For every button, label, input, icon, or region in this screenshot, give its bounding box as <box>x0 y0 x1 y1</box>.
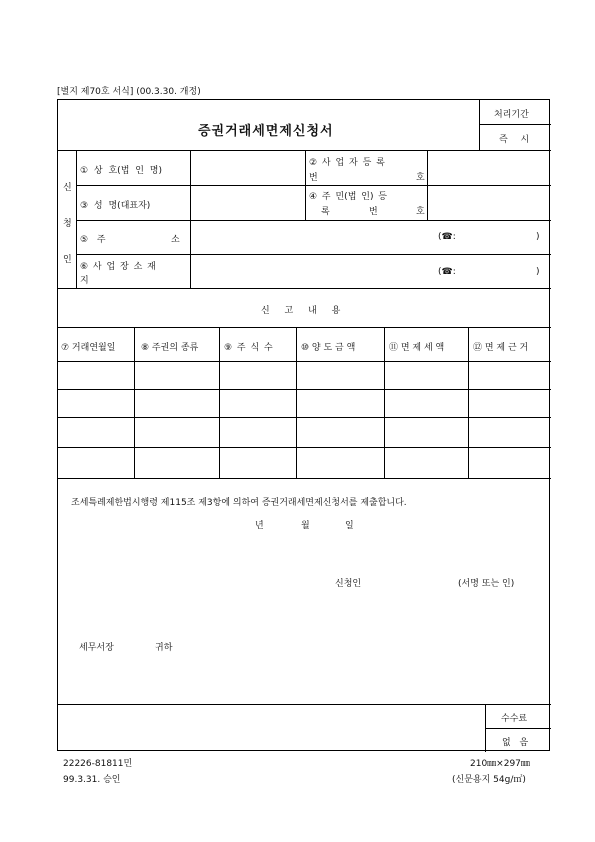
divider <box>219 327 220 478</box>
representative-name-label: ③ 성 명(대표자) <box>80 201 151 211</box>
divider <box>58 389 551 390</box>
phone-open-2: (☎: <box>438 267 456 277</box>
divider <box>134 327 135 478</box>
resident-registration-label-2a: 록 <box>321 207 330 217</box>
form-title: 증권거래세면제신청서 <box>198 124 334 139</box>
divider <box>58 327 551 328</box>
phone-close-1: ) <box>536 232 540 242</box>
divider <box>479 100 480 150</box>
paper-type: (신문용지 54g/㎡) <box>452 775 526 785</box>
divider <box>76 185 551 186</box>
divider <box>190 150 191 288</box>
column-header-share-count: ⑨ 주 식 수 <box>224 343 273 353</box>
processing-period-label: 처리기간 <box>494 110 529 120</box>
date-day: 일 <box>345 521 354 531</box>
fee-label: 수수료 <box>501 714 528 724</box>
divider <box>384 327 385 478</box>
divider <box>58 478 551 479</box>
phone-close-2: ) <box>536 267 540 277</box>
divider <box>305 150 306 220</box>
business-location-label: ⑥ 사 업 장 소 재 <box>80 262 156 272</box>
business-location-label-2: 지 <box>80 276 89 286</box>
business-registration-label-2b: 호 <box>416 173 425 183</box>
trade-name-label: ① 상 호(법 인 명) <box>80 166 163 176</box>
divider <box>58 361 551 362</box>
date-year: 년 <box>255 521 264 531</box>
column-header-exempt-tax: ⑪ 면 제 세 액 <box>389 343 445 353</box>
column-header-transfer-amount: ⑩ 양 도 금 액 <box>301 343 356 353</box>
divider <box>296 327 297 478</box>
column-header-stock-type: ⑧ 주권의 종류 <box>141 343 199 353</box>
business-registration-label: ② 사 업 자 등 록 <box>309 158 385 168</box>
phone-open-1: (☎: <box>438 232 456 242</box>
column-header-date: ⑦ 거래연월일 <box>61 343 116 353</box>
fee-value: 없 음 <box>502 738 529 748</box>
resident-registration-label-2b: 번 <box>369 207 378 217</box>
resident-registration-label: ④ 주 민(법 인) 등 <box>309 192 388 202</box>
applicant-label-2: 청 <box>63 219 72 229</box>
address-label-end: 소 <box>171 235 180 245</box>
report-section-title: 신 고 내 용 <box>261 306 341 316</box>
declaration-statement: 조세특례제한법시행령 제115조 제3항에 의하여 증권거래세면제신청서를 제출합니다. <box>71 498 407 508</box>
tax-office-label: 세무서장 <box>79 643 114 653</box>
divider <box>427 150 428 220</box>
applicant-signature-label: 신청인 <box>335 579 362 589</box>
paper-size: 210㎜×297㎜ <box>470 759 530 769</box>
honorific: 귀하 <box>155 643 173 653</box>
form-number: [별지 제70호 서식] (00.3.30. 개정) <box>57 87 201 97</box>
applicant-label-1: 신 <box>63 183 72 193</box>
divider <box>58 288 551 289</box>
divider <box>468 327 469 478</box>
column-header-exemption-basis: ⑫ 면 제 근 거 <box>473 343 529 353</box>
divider <box>58 417 551 418</box>
resident-registration-label-2c: 호 <box>416 207 425 217</box>
date-month: 월 <box>301 521 310 531</box>
divider <box>485 728 551 729</box>
form-code: 22226-81811민 <box>63 759 133 769</box>
divider <box>76 254 551 255</box>
divider <box>479 124 551 125</box>
signature-note: (서명 또는 인) <box>458 579 515 589</box>
divider <box>76 220 551 221</box>
divider <box>76 150 77 288</box>
applicant-label-3: 인 <box>63 255 72 265</box>
divider <box>58 704 551 705</box>
approval-date: 99.3.31. 승인 <box>63 775 121 785</box>
business-registration-label-2a: 번 <box>309 173 318 183</box>
processing-period-value: 즉 시 <box>499 135 530 145</box>
address-label: ⑤ 주 <box>80 235 106 245</box>
divider <box>58 447 551 448</box>
application-form <box>57 99 550 751</box>
